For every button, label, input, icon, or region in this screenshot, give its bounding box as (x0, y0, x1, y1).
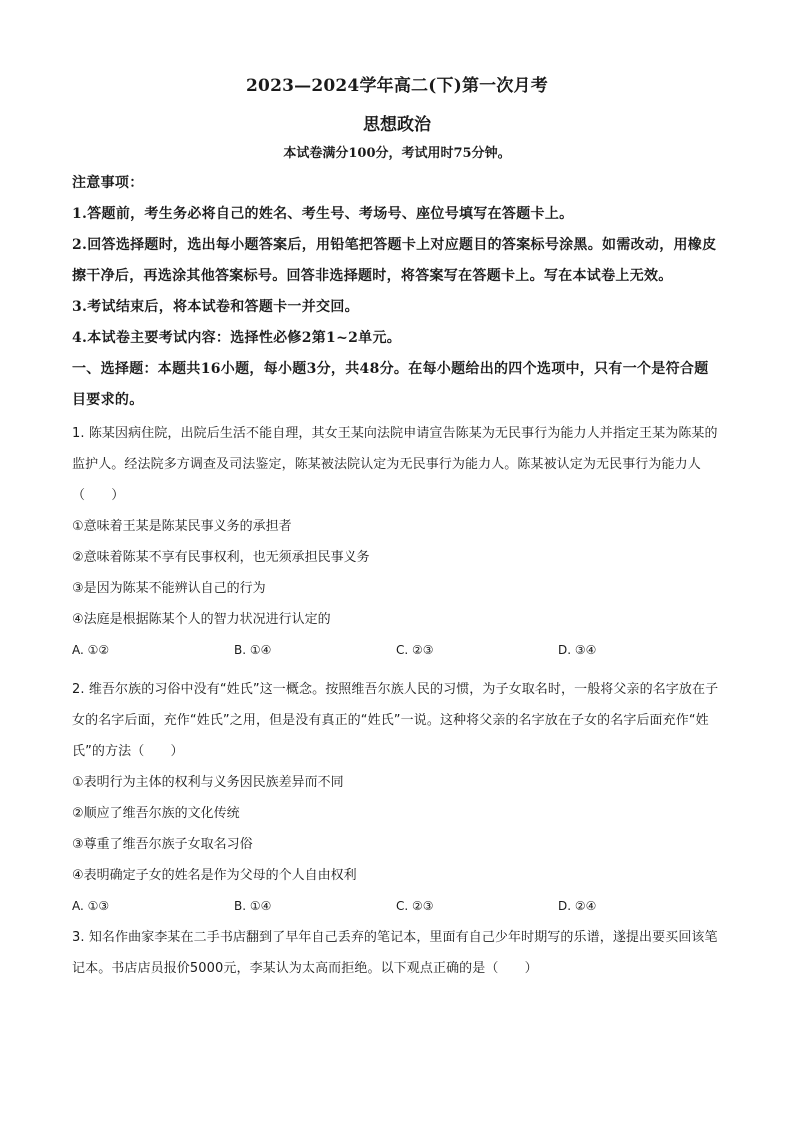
statement-option: ④表明确定子女的姓名是作为父母的个人自由权利 (72, 868, 357, 883)
statement-option: ②意味着陈某不享有民事权利，也无须承担民事义务 (72, 550, 370, 565)
statement-option: ①表明行为主体的权利与义务因民族差异而不同 (72, 775, 344, 790)
choice-d: D. ②④ (558, 899, 597, 913)
notice-item-4: 4.本试卷主要考试内容：选择性必修2第1~2单元。 (72, 330, 402, 346)
choice-b: B. ①④ (234, 899, 272, 913)
exam-meta: 本试卷满分100分，考试用时75分钟。 (283, 146, 511, 161)
question-1 (72, 418, 722, 666)
question-2 (72, 674, 722, 922)
statement-option: ④法庭是根据陈某个人的智力状况进行认定的 (72, 612, 331, 627)
notice-heading: 注意事项： (72, 175, 144, 191)
question-stem: 3. 知名作曲家李某在二手书店翻到了早年自己丢弃的笔记本，里面有自己少年时期写的乐谱，遂提出要买回该笔记本。书店店员报价5000元，李某认为太高而拒绝。以下观点正确的是（ ） (72, 930, 718, 976)
exam-subject: 思想政治 (363, 115, 431, 135)
answer-choices (72, 635, 722, 666)
exam-title: 2023—2024学年高二(下)第一次月考 (246, 76, 548, 96)
statement-option: ③尊重了维吾尔族子女取名习俗 (72, 837, 253, 852)
choice-d: D. ③④ (558, 643, 597, 657)
notice-item-3: 3.考试结束后，将本试卷和答题卡一并交回。 (72, 299, 359, 315)
statement-option: ②顺应了维吾尔族的文化传统 (72, 806, 240, 821)
section-heading: 一、选择题：本题共16小题，每小题3分，共48分。在每小题给出的四个选项中，只有一个是符合题目要求的。 (72, 361, 709, 408)
statement-option: ③是因为陈某不能辨认自己的行为 (72, 581, 266, 596)
notice-item-1: 1.答题前，考生务必将自己的姓名、考生号、考场号、座位号填写在答题卡上。 (72, 206, 574, 222)
notice-item-2: 2.回答选择题时，选出每小题答案后，用铅笔把答题卡上对应题目的答案标号涂黑。如需改动，用橡皮擦干净后，再选涂其他答案标号。回答非选择题时，将答案写在答题卡上。写在本试卷上无效。 (72, 237, 717, 284)
choice-a: A. ①③ (72, 899, 110, 913)
question-stem: 2. 维吾尔族的习俗中没有“姓氏”这一概念。按照维吾尔族人民的习惯，为子女取名时，一般将父亲的名字放在子女的名字后面，充作“姓氏”之用，但是没有真正的“姓氏”一说。这种将父亲的名字放在子女的名字后面充作“姓氏”的方法（ ） (72, 682, 719, 759)
question-stem: 1. 陈某因病住院，出院后生活不能自理，其女王某向法院申请宣告陈某为无民事行为能力人并指定王某为陈某的监护人。经法院多方调查及司法鉴定，陈某被法院认定为无民事行为能力人。陈某被认定为无民事行为能力人（ ） (72, 426, 718, 503)
answer-choices (72, 891, 722, 922)
statement-option: ①意味着王某是陈某民事义务的承担者 (72, 519, 292, 534)
choice-c: C. ②③ (396, 643, 434, 657)
choice-b: B. ①④ (234, 643, 272, 657)
choice-a: A. ①② (72, 643, 110, 657)
question-3 (72, 922, 722, 984)
choice-c: C. ②③ (396, 899, 434, 913)
exam-page (72, 62, 722, 984)
